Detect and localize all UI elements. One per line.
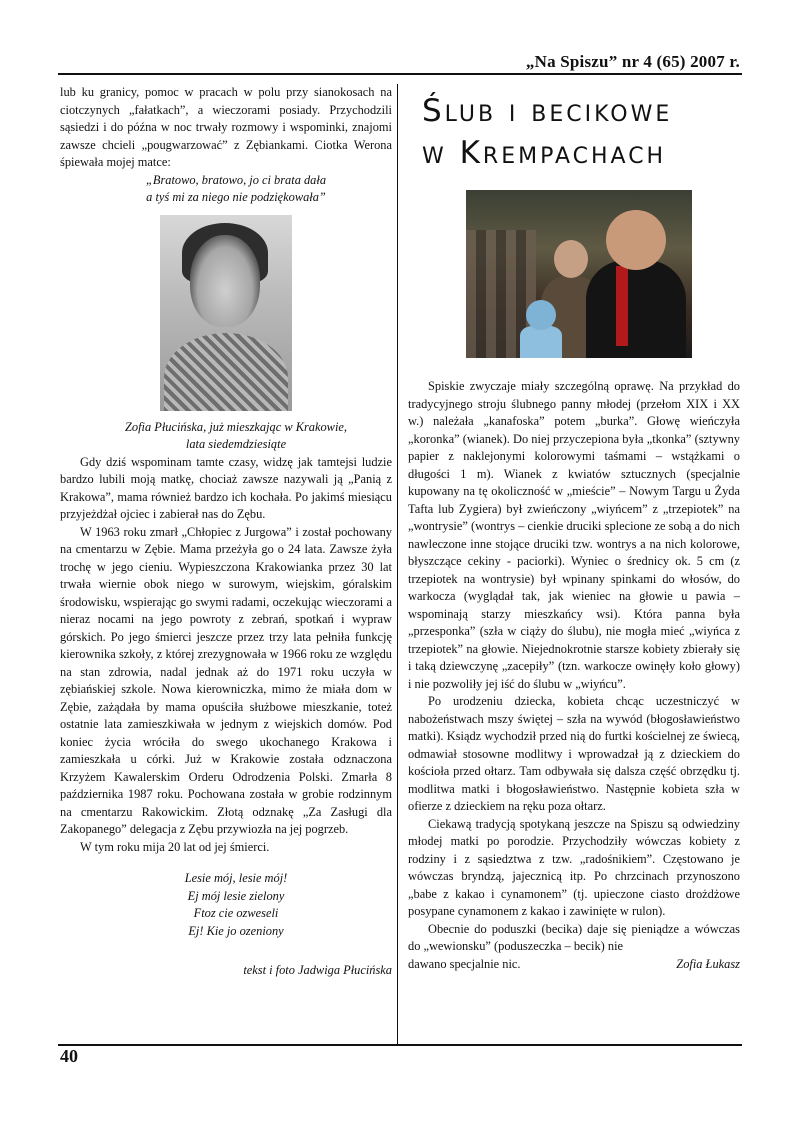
body-paragraph: Spiskie zwyczaje miały szczególną oprawę. Na przykład do tradycyjnego stroju ślubnego panny młodej (przełom XIX i XX w.) należała „kanafoska” potem „burka”. Głowę wieńczyła „koronka” (wianek). Do niej przyczepiona była „tkonka” (sztywny papier z naklejonymi kolorowymi taśmami – wstążkami o długości 1 m). Wianek z kwiatów sztucznych (specjalnie kupowany na tę okoliczność w „mieście” – Nowym Targu u Żyda Tafta lub Zygiera) był zwieńczony „wiyńcem” z „trzepiotek” na „wontrysie” (wontrys – cienkie druciki splecione ze sobą a do nich nawleczone inne stojące druciki tzw. wontrys a na nich kolorowe, błyszczące cekiny - paciorki). Wyniec o średnicy ok. 5 cm (z trzepiotek na wontrysie) był wpinany spinkami do włosów, do warkocza (wyglądał tak, jak wieniec na głowie u pawia – wspominają starzy mieszkańcy wsi). Która panna była „przesponka” (szła w ciąży do ślubu), nie mogła mieć „wiyńca z trzepiotek” na głowie. Niejednokrotnie starsze kobiety zbierały się i taką dziewczynę „zacepiły” (tzn. warkocze owinęły koło głowy) i nie pozwoliły jej iść do ślubu w „wiyńcu”. <box>408 379 740 691</box>
body-paragraph: Po urodzeniu dziecka, kobieta chcąc uczestniczyć w nabożeństwach mszy świętej – szła na wywód (błogosławieństwo matki). Ksiądz wychodził przed nią do furtki kościelnej ze świecą, odmawiał stosowne modlitwy i wprowadzał ją z dzieckiem do kościoła przed ołtarz. Tam odbywała się dalsza część obrzędku tj. modlitwa matki i błogosławieństwo. Następnie kobieta szła w ofierze z dzieckiem na ręku poza ołtarz. <box>408 694 740 813</box>
poem-line: Lesie mój, lesie mój! <box>184 871 288 885</box>
poem-line: Ej mój lesie zielony <box>187 888 285 903</box>
page-header: „Na Spiszu” nr 4 (65) 2007 r. <box>525 52 740 71</box>
photo-caption: lata siedemdziesiąte <box>185 437 287 451</box>
photo-caption: Zofia Płucińska, już mieszkając w Krakowie, <box>125 419 347 434</box>
body-paragraph: W 1963 roku zmarł „Chłopiec z Jurgowa” i został pochowany na cmentarzu w Zębie. Mama przeżyła go o 24 lata. Zawsze żyła trochę w jego cieniu. Wypieszczona Krakowianka przez 30 lat trwała wiernie obok niego w surowym, wiejskim, góralskim środowisku, wspierając go swymi radami, oczekując wieczorami a nieraz nocami na jego powroty z zebrań, spotkań i wypraw górskich. Po jego śmierci jeszcze przez trzy lata pełniła funkcję kierownika szkoły, z której zrezygnowała w 1966 roku ze względu na stan zdrowia, nadal jednak aż do 1971 roku uczyła w zębiańskiej szkole. Nowa kierowniczka, mimo że miała dom w Zębie, zażądała by mama opuściła służbowe mieszkanie, toteż ostatnie lata zamieszkiwała w jednym z wiejskich domów. Pod koniec życia wróciła do swego ukochanego Krakowa i zamieszkała u córki. Już w Krakowie została odznaczona Krzyżem Kawalerskim Orderu Odrodzenia Polski. Zmarła 8 października 1987 roku. Pochowana została w grobie rodzinnym na cmentarzu Rakowickim. Złotą odznakę „Za Zasługi dla Zakopanego” delegacja z Zębu przywiozła na jej pogrzeb. <box>60 524 392 836</box>
article-title-line: w Krempachach <box>422 135 667 171</box>
right-column <box>408 84 740 973</box>
portrait-photo <box>160 215 292 411</box>
column-divider <box>397 84 398 1044</box>
header-divider <box>58 73 742 75</box>
ceremony-photo <box>466 190 692 358</box>
body-paragraph: Gdy dziś wspominam tamte czasy, widzę jak tamtejsi ludzie bardzo lubili moją matkę, chociaż zawsze nazywali ją „Panią z Krakowa”, mama również bardzo ich kochała. Po jakimś miesiącu przyjeżdżał ojciec i zabierał nas do Zębu. <box>60 454 392 521</box>
quote-line: a tyś mi za niego nie podziękowała” <box>146 190 326 204</box>
left-column <box>60 84 392 980</box>
article-title <box>422 90 740 174</box>
intro-paragraph: lub ku granicy, pomoc w pracach w polu przy sianokosach na ciotczynych „fałatkach”, a wieczorami posiady. Przychodzili sąsiedzi i do późna w noc trwały rozmowy i wspominki, znajomi zawsze chcieli „pougwarzować” z Zębiankami. Ciotka Werona śpiewała mojej matce: <box>60 85 392 169</box>
quote-line: „Bratowo, bratowo, jo ci brata dała <box>145 172 327 187</box>
body-paragraph: W tym roku mija 20 lat od jej śmierci. <box>80 839 270 854</box>
page-number: 40 <box>60 1046 78 1066</box>
author-signature: Zofia Łukasz <box>676 956 740 971</box>
body-paragraph: Ciekawą tradycją spotykaną jeszcze na Spiszu są odwiedziny młodej matki po porodzie. Przychodziły wówczas kobiety z rodziny i z sąsiedztwa z tzw. „radośnikiem”. Częstowano je wówczas bryndzą, jajecznicą itp. Po chrzcinach przynoszono „babe z kakao i cynamonem” (tj. upieczone ciasto drożdżowe posypane cynamonem z kakao i zawinięte w rulon). <box>408 816 740 918</box>
body-paragraph: Obecnie do poduszki (becika) daje się pieniądze a wówczas do „wewionsku” (poduszeczka – becik) nie <box>408 921 740 953</box>
poem-line: Ej! Kie jo ozeniony <box>188 923 284 938</box>
article-title-line: Ślub i becikowe <box>422 93 673 129</box>
closing-line <box>408 956 740 974</box>
footer-divider <box>58 1044 742 1046</box>
closing-text: dawano specjalnie nic. <box>408 956 521 971</box>
author-signature: tekst i foto Jadwiga Płucińska <box>243 963 392 977</box>
poem-line: Ftoz cie ozweseli <box>193 906 279 920</box>
